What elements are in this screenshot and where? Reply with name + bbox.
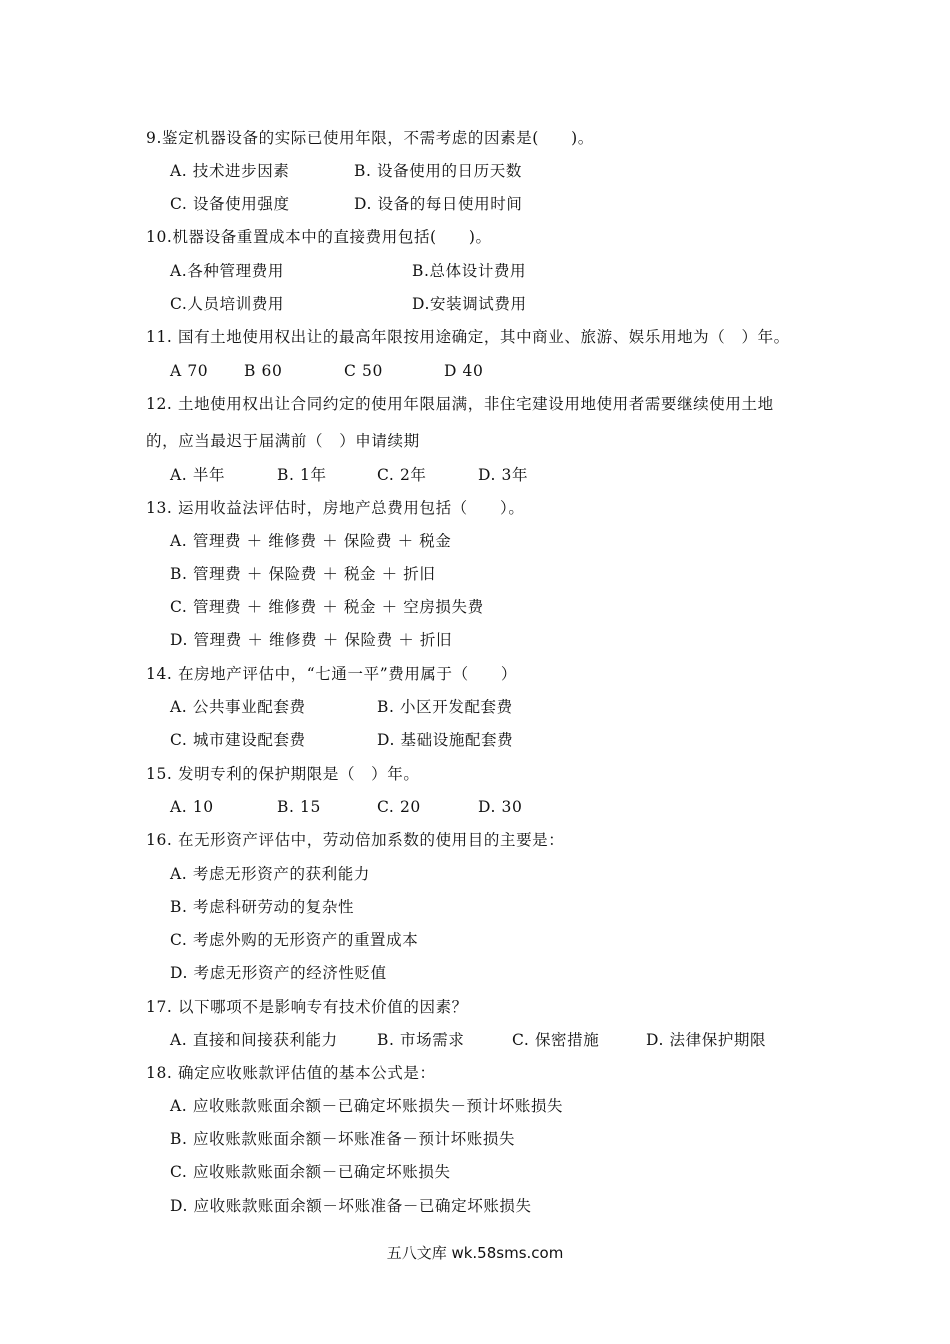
question-18-stem: 18. 确定应收账款评估值的基本公式是： — [146, 1064, 436, 1082]
question-15-stem: 15. 发明专利的保护期限是（ ）年。 — [146, 765, 420, 783]
question-10-option-a: A.各种管理费用 — [170, 262, 284, 280]
question-10-stem: 10.机器设备重置成本中的直接费用包括( )。 — [146, 228, 492, 246]
question-13-option-b: B. 管理费 ＋ 保险费 ＋ 税金 ＋ 折旧 — [170, 565, 436, 583]
question-11-option-c: C 50 — [344, 362, 383, 380]
question-18-option-a: A. 应收账款账面余额－已确定坏账损失－预计坏账损失 — [170, 1097, 564, 1115]
footer-watermark: 五八文库 wk.58sms.com — [386, 1244, 564, 1262]
question-17-option-a: A. 直接和间接获利能力 — [170, 1031, 338, 1049]
question-12-option-a: A. 半年 — [170, 466, 226, 484]
question-9-options-row1 — [170, 161, 870, 181]
question-17-option-d: D. 法律保护期限 — [646, 1031, 767, 1049]
question-13-option-d: D. 管理费 ＋ 维修费 ＋ 保险费 ＋ 折旧 — [170, 631, 453, 649]
question-17-option-c: C. 保密措施 — [512, 1031, 600, 1049]
question-16-stem: 16. 在无形资产评估中，劳动倍加系数的使用目的主要是： — [146, 831, 565, 849]
question-11-options — [170, 361, 870, 381]
question-9-stem: 9.鉴定机器设备的实际已使用年限，不需考虑的因素是( )。 — [146, 129, 594, 147]
question-10-option-c: C.人员培训费用 — [170, 295, 285, 313]
question-11-option-d: D 40 — [444, 362, 484, 380]
question-17-options — [170, 1030, 870, 1050]
question-11-option-b: B 60 — [244, 362, 283, 380]
question-9-option-b: B. 设备使用的日历天数 — [354, 162, 522, 180]
question-12-stem-line2: 的，应当最迟于届满前（ ）申请续期 — [146, 432, 420, 450]
question-9-options-row2 — [170, 194, 870, 214]
question-14-stem: 14. 在房地产评估中，“七通一平”费用属于（ ） — [146, 665, 518, 683]
question-10-options-row2 — [170, 294, 870, 314]
question-12-stem-line1: 12. 土地使用权出让合同约定的使用年限届满，非住宅建设用地使用者需要继续使用土地 — [146, 395, 774, 413]
question-14-option-c: C. 城市建设配套费 — [170, 731, 306, 749]
question-18-option-c: C. 应收账款账面余额－已确定坏账损失 — [170, 1163, 451, 1181]
question-18-option-b: B. 应收账款账面余额－坏账准备－预计坏账损失 — [170, 1130, 516, 1148]
question-15-option-c: C. 20 — [377, 798, 421, 816]
question-14-options-row2 — [170, 730, 870, 750]
question-12-option-d: D. 3年 — [478, 466, 529, 484]
question-16-option-a: A. 考虑无形资产的获利能力 — [170, 865, 370, 883]
question-15-option-d: D. 30 — [478, 798, 523, 816]
question-12-options — [170, 465, 870, 485]
question-9-option-d: D. 设备的每日使用时间 — [354, 195, 523, 213]
question-17-option-b: B. 市场需求 — [377, 1031, 465, 1049]
question-13-option-a: A. 管理费 ＋ 维修费 ＋ 保险费 ＋ 税金 — [170, 532, 452, 550]
question-10-option-d: D.安装调试费用 — [412, 295, 527, 313]
question-14-option-b: B. 小区开发配套费 — [377, 698, 513, 716]
question-17-stem: 17. 以下哪项不是影响专有技术价值的因素？ — [146, 998, 468, 1016]
question-11-stem: 11. 国有土地使用权出让的最高年限按用途确定，其中商业、旅游、娱乐用地为（ ）年。 — [146, 328, 790, 346]
question-13-stem: 13. 运用收益法评估时，房地产总费用包括（ ）。 — [146, 499, 525, 517]
question-10-options-row1 — [170, 261, 870, 281]
question-15-option-b: B. 15 — [277, 798, 321, 816]
question-11-option-a: A 70 — [170, 362, 209, 380]
question-9-option-a: A. 技术进步因素 — [170, 162, 290, 180]
question-9-option-c: C. 设备使用强度 — [170, 195, 290, 213]
question-12-option-c: C. 2年 — [377, 466, 427, 484]
question-16-option-c: C. 考虑外购的无形资产的重置成本 — [170, 931, 419, 949]
question-12-option-b: B. 1年 — [277, 466, 327, 484]
question-14-options-row1 — [170, 697, 870, 717]
question-10-option-b: B.总体设计费用 — [412, 262, 527, 280]
question-18-option-d: D. 应收账款账面余额－坏账准备－已确定坏账损失 — [170, 1197, 532, 1215]
question-15-option-a: A. 10 — [170, 798, 214, 816]
question-14-option-a: A. 公共事业配套费 — [170, 698, 306, 716]
question-14-option-d: D. 基础设施配套费 — [377, 731, 514, 749]
question-13-option-c: C. 管理费 ＋ 维修费 ＋ 税金 ＋ 空房损失费 — [170, 598, 484, 616]
question-16-option-b: B. 考虑科研劳动的复杂性 — [170, 898, 355, 916]
question-16-option-d: D. 考虑无形资产的经济性贬值 — [170, 964, 387, 982]
question-15-options — [170, 797, 870, 817]
